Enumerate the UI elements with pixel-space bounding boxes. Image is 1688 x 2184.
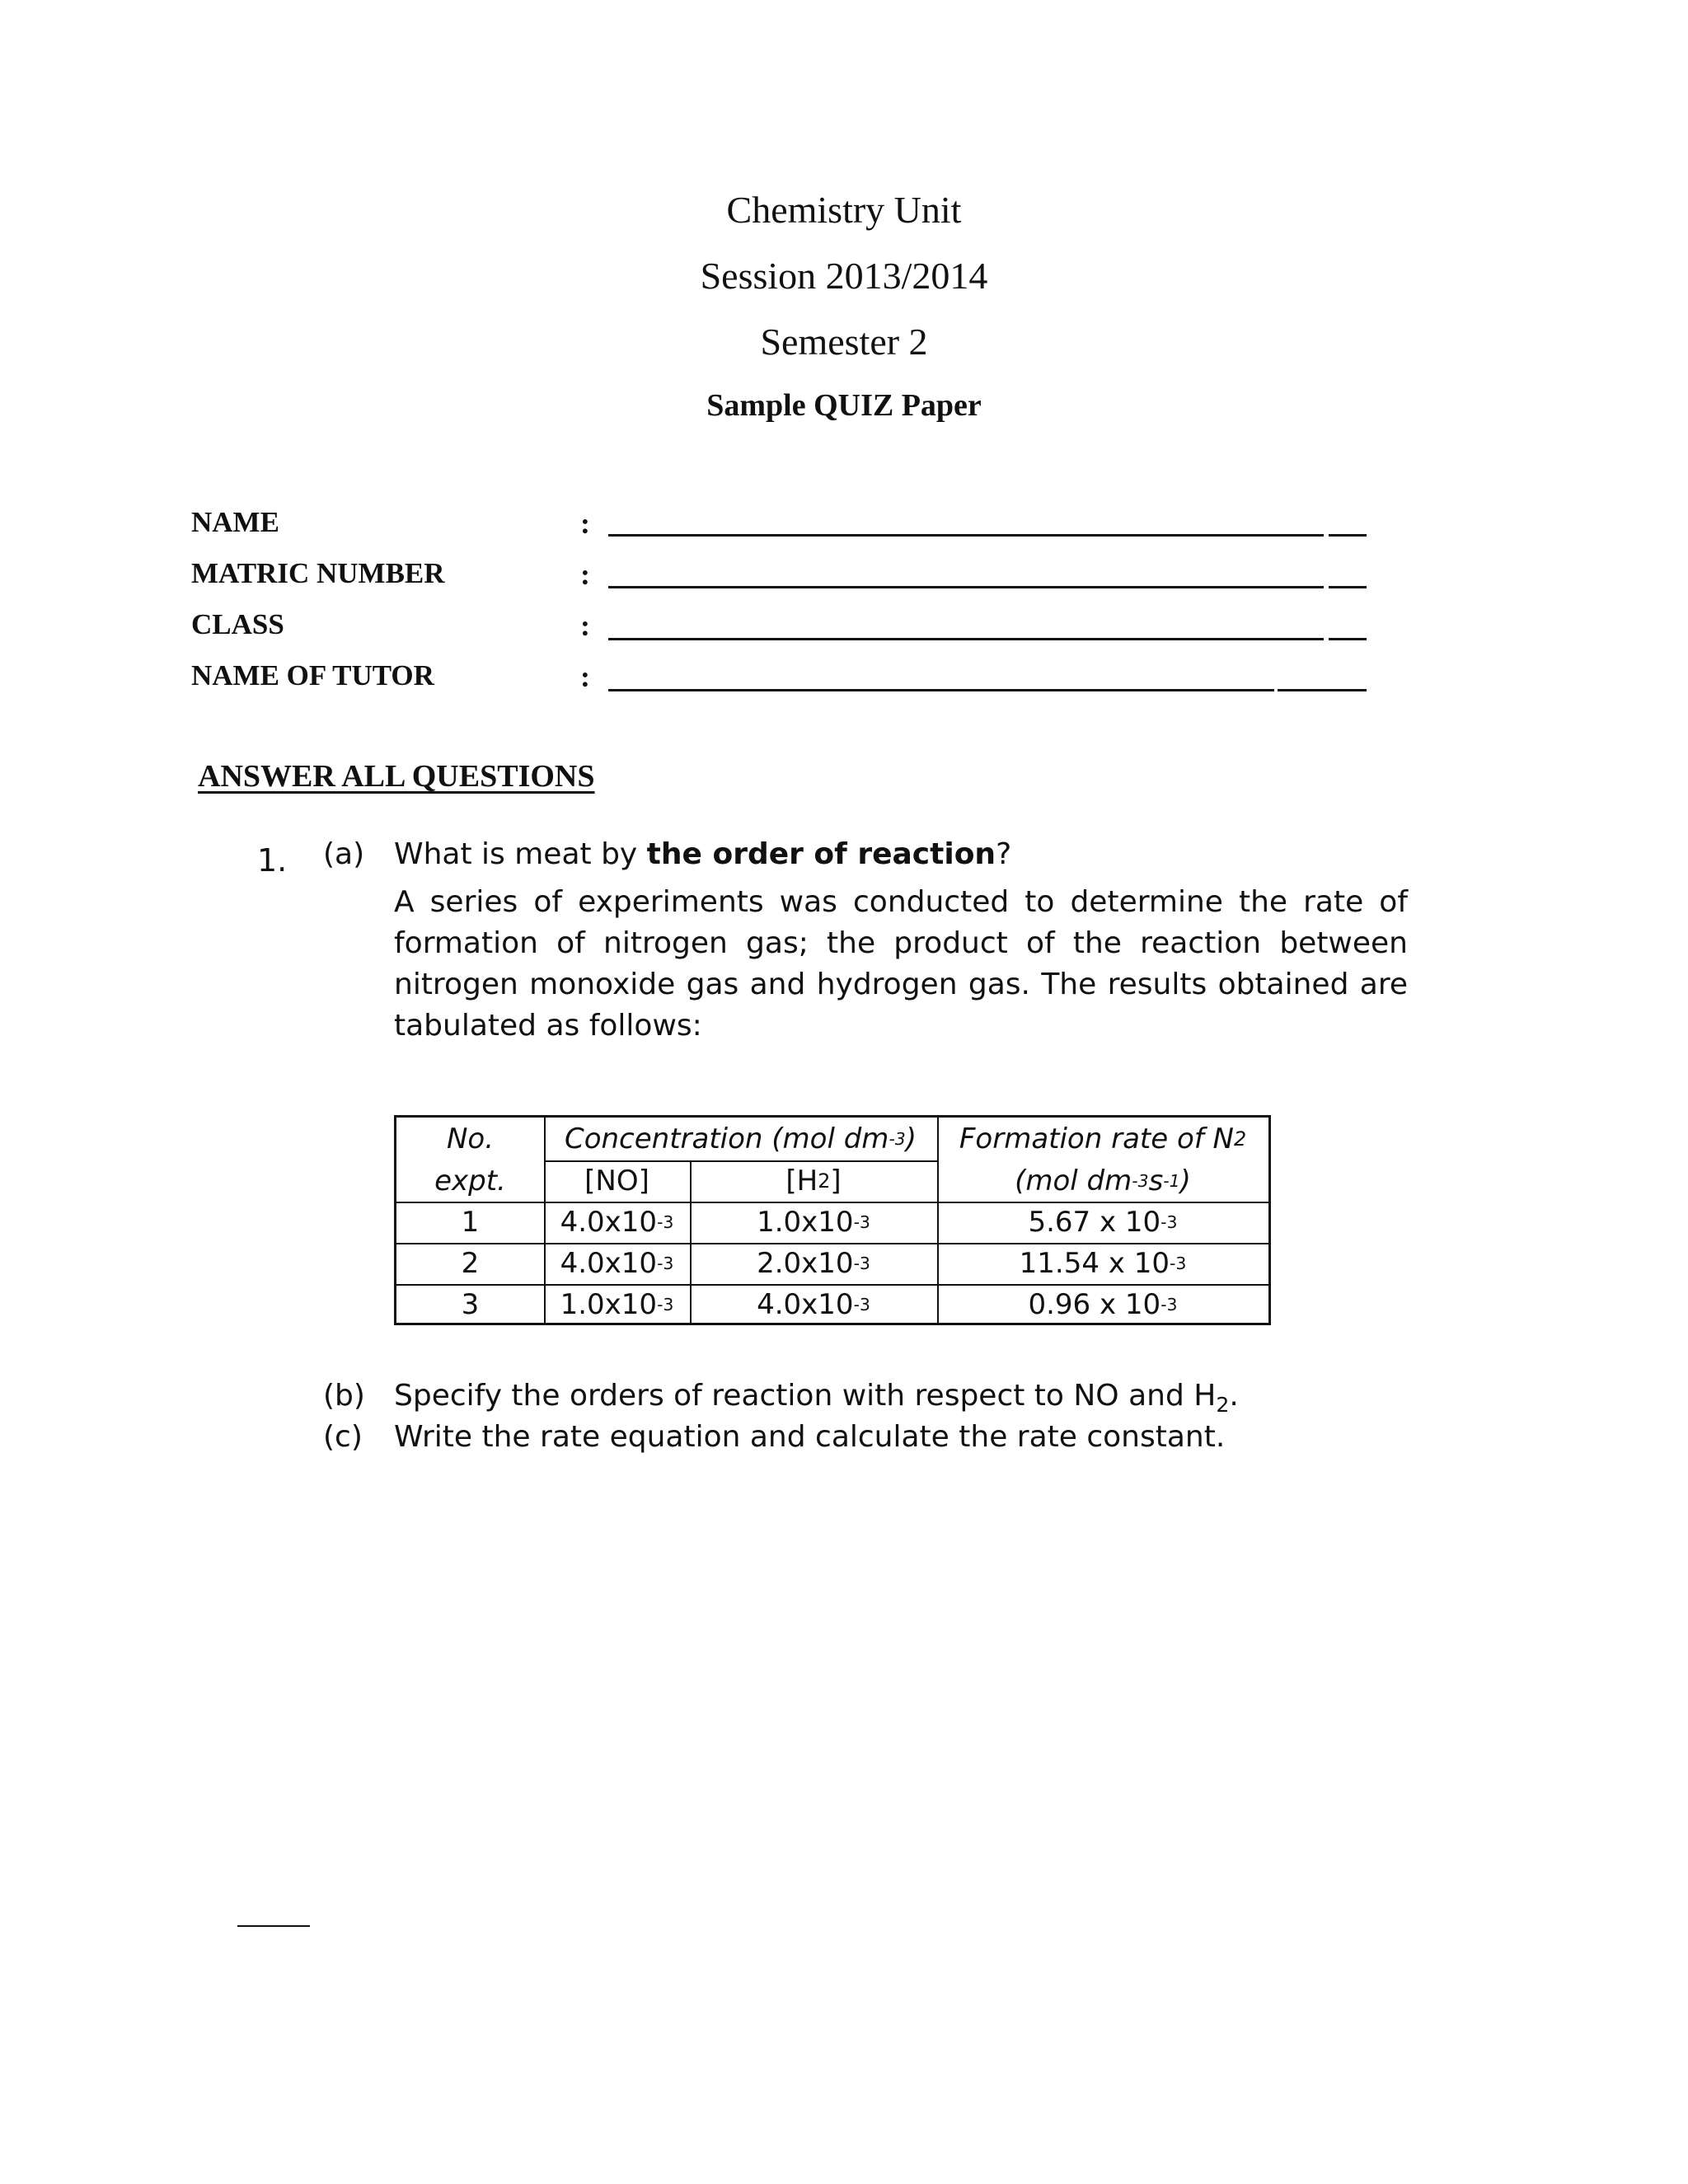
part-c-question: Write the rate equation and calculate the rate constant. [394, 1420, 1226, 1454]
row3-rate: 0.96 x 10 -3 [1028, 1288, 1178, 1321]
matric-number-field[interactable] [608, 586, 1324, 588]
part-a-bold-term: the order of reaction [646, 837, 996, 871]
name-field-tail [1329, 534, 1367, 537]
row1-no: 1 [461, 1206, 480, 1239]
paper-type-title: Sample QUIZ Paper [706, 388, 982, 423]
row3-h2-conc: 4.0x10 -3 [757, 1288, 870, 1321]
header-rate-units: (mol dm -3 s -1 ) [1015, 1165, 1191, 1197]
part-a-label: (a) [323, 837, 365, 871]
row3-no-conc: 1.0x10 -3 [560, 1288, 674, 1321]
header-concentration: Concentration (mol dm -3 ) [564, 1122, 917, 1155]
tutor-field[interactable] [608, 689, 1274, 691]
row1-h2-conc: 1.0x10 -3 [757, 1206, 870, 1239]
class-colon: : [580, 609, 590, 642]
tutor-field-tail [1278, 689, 1367, 691]
row2-no: 2 [461, 1247, 480, 1280]
header-h2-conc: [H 2 ] [785, 1165, 842, 1197]
row2-rate: 11.54 x 10 -3 [1019, 1247, 1187, 1280]
name-label: NAME [191, 506, 279, 538]
part-c-label: (c) [323, 1420, 363, 1454]
part-b-label: (b) [323, 1379, 365, 1413]
class-label: CLASS [191, 608, 284, 640]
name-colon: : [580, 507, 590, 540]
session-title: Session 2013/2014 [700, 255, 988, 297]
tutor-colon: : [580, 660, 590, 693]
part-a-question: What is meat by the order of reaction? [394, 837, 1012, 871]
row1-no-conc: 4.0x10 -3 [560, 1206, 674, 1239]
question-paragraph: A series of experiments was conducted to determine the rate of formation of nitrogen gas; the product of the reaction between nitrogen monoxide gas and hydrogen gas. The results obtained are tabulated as follows: [394, 885, 1408, 1043]
footnote-rule [237, 1925, 310, 1927]
class-field[interactable] [608, 638, 1324, 640]
header-expt: expt. [434, 1165, 506, 1197]
class-field-tail [1329, 638, 1367, 640]
row3-no: 3 [461, 1288, 480, 1321]
question-number: 1. [257, 842, 288, 879]
semester-title: Semester 2 [760, 321, 928, 363]
row1-rate: 5.67 x 10 -3 [1028, 1206, 1178, 1239]
header-rate-title: Formation rate of N 2 [959, 1122, 1247, 1155]
tutor-label: NAME OF TUTOR [191, 659, 434, 691]
instructions-heading: ANSWER ALL QUESTIONS [198, 759, 595, 794]
header-no-conc: [NO] [584, 1165, 649, 1197]
header-no: No. [446, 1122, 495, 1155]
part-b-question: Specify the orders of reaction with respect to NO and $H_2$. [394, 1379, 1239, 1418]
matric-colon: : [580, 558, 590, 591]
row2-h2-conc: 2.0x10 -3 [757, 1247, 870, 1280]
row2-no-conc: 4.0x10 -3 [560, 1247, 674, 1280]
name-field[interactable] [608, 534, 1324, 537]
unit-title: Chemistry Unit [726, 189, 962, 231]
results-table [394, 1115, 1271, 1325]
matric-field-tail [1329, 586, 1367, 588]
matric-label: MATRIC NUMBER [191, 557, 445, 589]
